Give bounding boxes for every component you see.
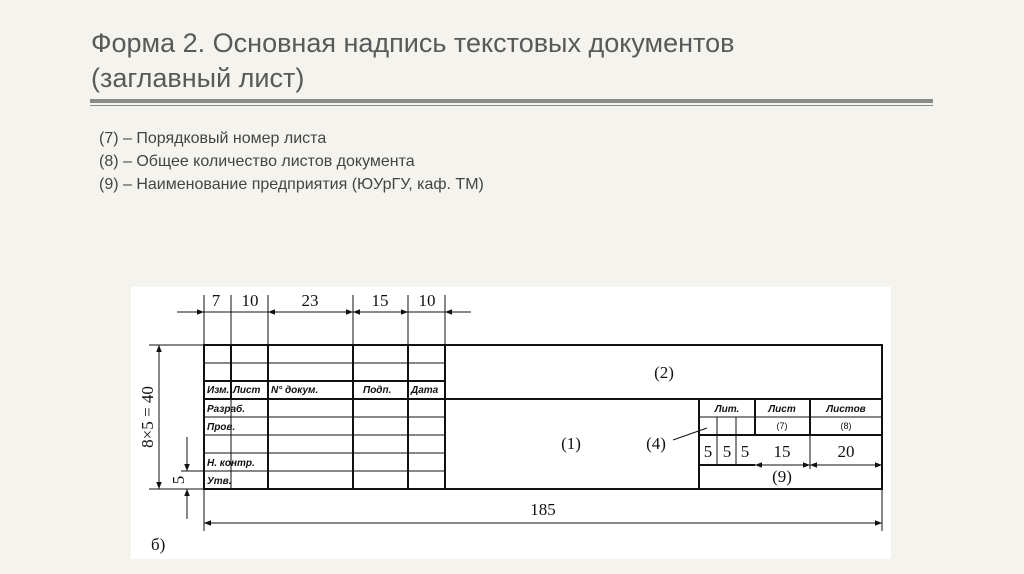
dim-top-2: 10 [241,291,259,310]
left-dimensions [138,345,205,519]
row-label-approved: Утв. [207,476,232,487]
dim-top-1: 7 [211,291,221,310]
title-rule-thin [90,105,933,106]
dim-20: 20 [837,442,855,461]
field-1: (1) [561,434,581,453]
row-label-checked: Пров. [207,422,236,433]
dim-15: 15 [773,442,791,461]
notes-list [99,127,799,196]
top-dimensions [177,291,471,347]
label-doc-number: N° докум. [271,385,319,396]
figure-caption: б) [151,535,166,554]
dim-lit-2: 5 [722,442,732,461]
header-lit: Лит. [714,404,740,415]
value-sheet-7: (7) [776,421,788,431]
row-label-norm-control: Н. контр. [207,458,255,469]
dim-top-3: 23 [301,291,319,310]
note-item: (7) – Порядковый номер листа [99,130,327,147]
label-signature: Подп. [363,385,392,396]
dim-top-5: 10 [418,291,436,310]
dim-left-small: 5 [169,475,188,485]
row-label-developer: Разраб. [207,404,245,415]
dim-total-185: 185 [530,500,556,519]
drawing-svg [131,287,891,559]
value-sheets-8: (8) [840,421,852,431]
title-block-drawing [131,287,891,559]
field-2: (2) [654,363,674,382]
label-izm: Изм. [207,385,230,396]
header-sheets: Листов [826,404,866,415]
field-4: (4) [646,434,666,453]
field-9: (9) [772,467,792,486]
note-item: (8) – Общее количество листов документа [99,153,415,170]
dim-left-total: 8×5 = 40 [138,386,157,448]
slide-title-line-1: Форма 2. Основная надпись текстовых документов [91,28,735,58]
label-date: Дата [411,385,439,396]
dim-lit-3: 5 [740,442,750,461]
header-sheet: Лист [768,404,796,415]
title-rule [90,99,933,103]
label-list: Лист [233,385,261,396]
dim-lit-1: 5 [703,442,713,461]
note-item: (9) – Наименование предприятия (ЮУрГУ, каф. ТМ) [99,176,484,193]
dim-top-4: 15 [371,291,389,310]
slide-title [91,26,931,96]
slide-title-line-2: (заглавный лист) [91,63,305,93]
